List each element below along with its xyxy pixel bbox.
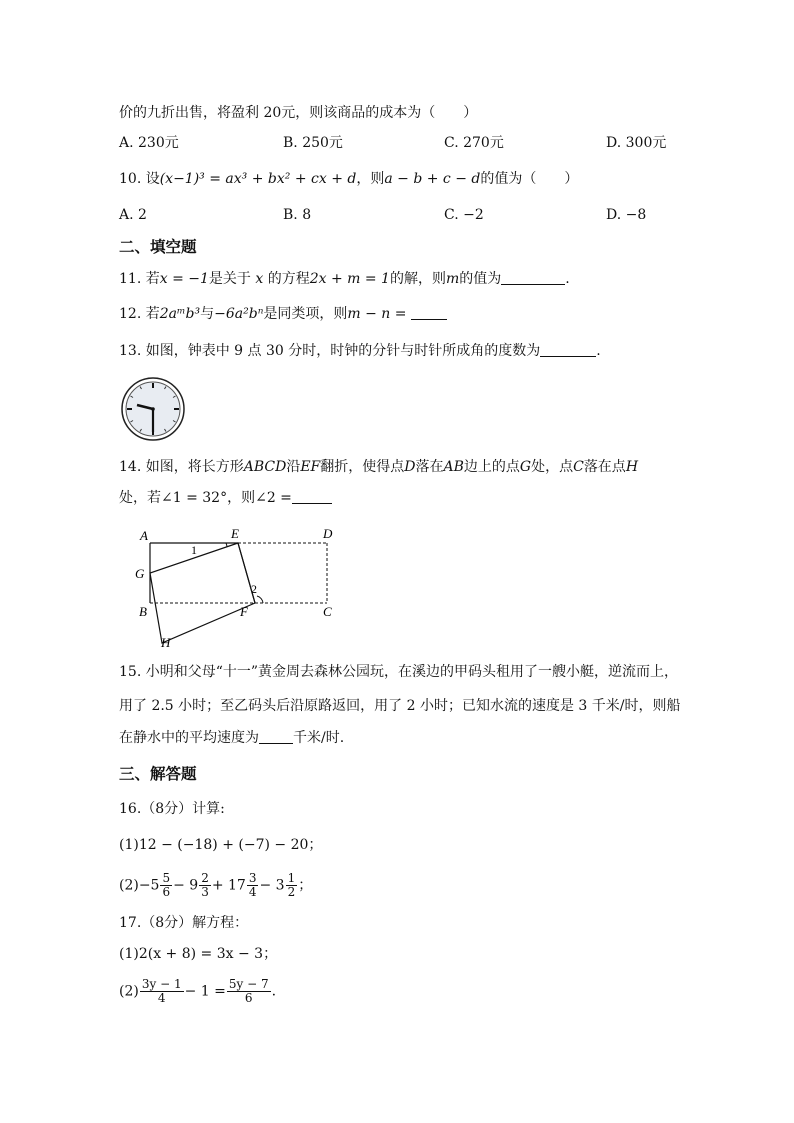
q15-part: 在静水中的平均速度为 bbox=[119, 730, 259, 746]
q10-text bbox=[119, 169, 578, 189]
q17-part: . bbox=[271, 983, 277, 1000]
q17-part: (2) bbox=[119, 983, 139, 1000]
denominator: 6 bbox=[244, 991, 253, 1005]
q14-var: ABCD bbox=[243, 459, 287, 475]
denominator: 6 bbox=[162, 885, 171, 899]
q16-part: − 9 bbox=[173, 877, 199, 894]
q14-part: 处，点 bbox=[531, 459, 574, 475]
q16-title: 16.（8分）计算: bbox=[119, 801, 225, 817]
q15-line1: 15. 小明和父母“十一”黄金周去森林公园玩，在溪边的甲码头租用了一艘小艇，逆流而上， bbox=[119, 664, 679, 680]
q14-var: EF bbox=[300, 459, 321, 475]
label-angle-1: 1 bbox=[191, 543, 197, 557]
q14-var: G bbox=[519, 459, 532, 475]
denominator: 2 bbox=[287, 885, 296, 899]
label-f: F bbox=[240, 604, 248, 619]
q17-title: 17.（8分）解方程： bbox=[119, 915, 249, 931]
q16-part: (2)−5 bbox=[119, 877, 160, 894]
denominator: 3 bbox=[201, 885, 209, 899]
q14-part: 处，若∠1 = 32°，则∠2 = bbox=[119, 490, 292, 506]
q15-line2: 用了 2.5 小时；至乙码头后沿原路返回，用了 2 小时；已知水流的速度是 3 千米/时，则船 bbox=[119, 698, 681, 714]
section-solve-heading: 三、解答题 bbox=[119, 764, 197, 783]
fraction bbox=[286, 872, 298, 899]
clock-figure bbox=[119, 376, 187, 442]
fraction bbox=[227, 978, 271, 1005]
q17-part2 bbox=[119, 978, 276, 1005]
q9-option-a: A. 230元 bbox=[119, 135, 179, 151]
q16-part: − 3 bbox=[259, 877, 285, 894]
label-c: C bbox=[323, 604, 332, 619]
denominator: 4 bbox=[248, 885, 257, 899]
q9-option-d: D. 300元 bbox=[606, 135, 667, 151]
q14-var: AB bbox=[443, 459, 464, 475]
q11-expr: x = −1 bbox=[159, 271, 209, 287]
label-e: E bbox=[231, 526, 239, 541]
numerator: 3y − 1 bbox=[141, 977, 182, 991]
q12-text bbox=[119, 304, 447, 324]
q10-prefix: 10. 设 bbox=[119, 171, 160, 187]
q14-line2 bbox=[119, 488, 332, 508]
q15-part: 千米/时. bbox=[293, 730, 345, 746]
label-b: B bbox=[139, 604, 147, 619]
q14-part: 边上的点 bbox=[463, 459, 520, 475]
denominator: 4 bbox=[157, 991, 166, 1005]
q14-part: 14. 如图，将长方形 bbox=[119, 459, 244, 475]
q9-option-c: C. 270元 bbox=[444, 135, 504, 151]
label-d: D bbox=[323, 526, 333, 541]
q11-answer-blank[interactable] bbox=[501, 270, 565, 285]
q11-part: 的解，则 bbox=[389, 271, 446, 287]
q14-part: 翻折，使得点 bbox=[320, 459, 405, 475]
q11-part: 是关于 bbox=[208, 271, 251, 287]
q16-part2 bbox=[119, 872, 312, 899]
q14-part: 沿 bbox=[286, 459, 301, 475]
fraction bbox=[160, 872, 172, 899]
q15-line3 bbox=[119, 728, 344, 748]
q14-answer-blank[interactable] bbox=[292, 489, 332, 504]
q12-part: 与 bbox=[200, 306, 215, 322]
angle-2-arc bbox=[257, 596, 263, 603]
q10-expr: (x−1)³ = ax³ + bx² + cx + d bbox=[159, 171, 357, 187]
q11-var: m bbox=[445, 271, 460, 287]
q14-part: 落在点 bbox=[583, 459, 626, 475]
q14-part: 落在 bbox=[415, 459, 444, 475]
q13-part: 13. 如图，钟表中 9 点 30 分时，时钟的分针与时针所成角的度数为 bbox=[119, 343, 541, 359]
numerator: 3 bbox=[248, 871, 257, 885]
q11-part: 的方程 bbox=[267, 271, 310, 287]
q14-line1 bbox=[119, 457, 638, 477]
q10-expr2: a − b + c − d bbox=[384, 171, 481, 187]
q12-answer-blank[interactable] bbox=[411, 305, 447, 320]
fraction bbox=[247, 872, 259, 899]
label-g: G bbox=[135, 566, 145, 581]
q9-option-b: B. 250元 bbox=[283, 135, 343, 151]
numerator: 2 bbox=[201, 871, 209, 885]
q10-middle: ，则 bbox=[356, 171, 385, 187]
clock-center bbox=[151, 407, 155, 411]
label-h: H bbox=[161, 635, 171, 650]
q14-var: H bbox=[625, 459, 639, 475]
numerator: 5y − 7 bbox=[228, 977, 269, 991]
q11-equation: 2x + m = 1 bbox=[309, 271, 390, 287]
q16-part1: (1)12 − (−18) + (−7) − 20； bbox=[119, 837, 323, 853]
q12-part: 12. 若 bbox=[119, 306, 160, 322]
folded-rectangle-figure bbox=[130, 523, 350, 653]
q10-option-d: D. −8 bbox=[606, 207, 647, 223]
q16-part: ； bbox=[298, 877, 313, 894]
q9-text: 价的九折出售，将盈利 20元，则该商品的成本为（ ） bbox=[119, 105, 478, 121]
q11-var: x bbox=[255, 271, 264, 287]
fraction bbox=[140, 978, 184, 1005]
q11-end: . bbox=[565, 271, 570, 287]
q11-part: 11. 若 bbox=[119, 271, 160, 287]
q10-option-b: B. 8 bbox=[283, 207, 312, 223]
q10-option-c: C. −2 bbox=[444, 207, 484, 223]
label-a: A bbox=[140, 528, 148, 543]
q14-var: D bbox=[404, 459, 416, 475]
numerator: 1 bbox=[287, 871, 296, 885]
q12-expr2: −6a²bⁿ bbox=[214, 306, 264, 322]
label-angle-2: 2 bbox=[251, 582, 257, 596]
q10-option-a: A. 2 bbox=[119, 207, 147, 223]
q10-suffix: 的值为（ ） bbox=[480, 171, 579, 187]
q13-end: . bbox=[596, 343, 601, 359]
q15-answer-blank[interactable] bbox=[259, 729, 293, 744]
folded-quad-eghf bbox=[150, 543, 255, 643]
section-fill-blank-heading: 二、填空题 bbox=[119, 237, 197, 256]
fraction bbox=[199, 872, 211, 899]
q13-text bbox=[119, 341, 601, 361]
q17-part: − 1 = bbox=[184, 983, 226, 1000]
q14-var: C bbox=[573, 459, 584, 475]
numerator: 5 bbox=[162, 871, 171, 885]
q11-text bbox=[119, 269, 570, 289]
q12-part: 是同类项，则 bbox=[263, 306, 348, 322]
q13-answer-blank[interactable] bbox=[540, 342, 596, 357]
q12-expr3: m − n = bbox=[347, 306, 407, 322]
q17-part1: (1)2(x + 8) = 3x − 3； bbox=[119, 946, 278, 962]
q11-part: 的值为 bbox=[459, 271, 502, 287]
q16-part: + 17 bbox=[211, 877, 246, 894]
q12-expr1: 2aᵐb³ bbox=[159, 306, 201, 322]
